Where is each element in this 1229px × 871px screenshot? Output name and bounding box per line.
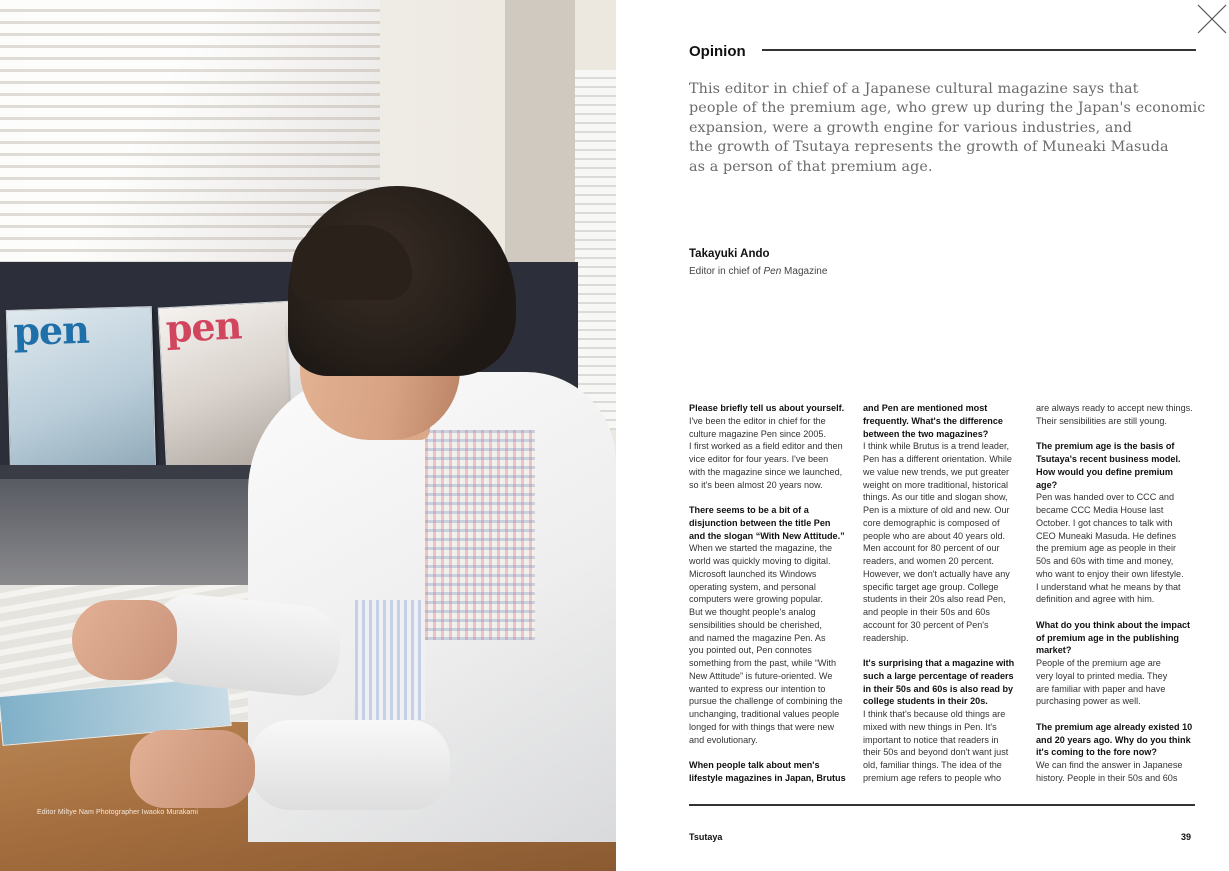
answer-line: people who are about 40 years old. <box>863 530 1006 541</box>
question-line: and Pen are mentioned most <box>863 403 988 413</box>
answer-line: and named the magazine Pen. As <box>689 632 826 643</box>
question-line: between the two magazines? <box>863 428 989 439</box>
answer-line: 50s and 60s with time and money, <box>1036 556 1174 566</box>
answer-line: I've been the editor in chief for the <box>689 415 826 426</box>
answer-line: longed for with things that were new <box>689 721 835 732</box>
author-role-text: Magazine <box>781 266 828 277</box>
answer-line: Pen is a mixture of old and new. Our <box>863 505 1010 515</box>
answer-line: their 50s and beyond don't want just <box>863 747 1009 758</box>
answer-line: New Attitude” is future-oriented. We <box>689 670 833 681</box>
question-line: market? <box>1036 645 1072 656</box>
answer-line: sensibilities should be cherished, <box>689 619 822 630</box>
article-page <box>616 0 1229 871</box>
answer-line: readers, and women 20 percent. <box>863 556 994 566</box>
answer-line: are familiar with paper and have <box>1036 683 1166 694</box>
answer-line: purchasing power as well. <box>1036 696 1141 707</box>
shirt-pattern <box>355 600 425 720</box>
paragraph-gap <box>1036 428 1201 441</box>
question-line: What do you think about the impact <box>1036 619 1191 630</box>
answer-line: Pen has a different orientation. While <box>863 454 1012 464</box>
person-hand <box>130 730 255 808</box>
question-line: When people talk about men's <box>689 760 820 770</box>
answer-line: so it's been almost 20 years now. <box>689 479 823 490</box>
question-line: The premium age already existed 10 <box>1036 721 1193 732</box>
question-line: in their 50s and 60s is also read by <box>863 683 1014 694</box>
question-line: How would you define premium <box>1036 466 1173 477</box>
answer-line: and people in their 50s and 60s <box>863 607 990 617</box>
question-line: and 20 years ago. Why do you think <box>1036 734 1191 745</box>
answer-line: unchanging, traditional values people <box>689 709 840 719</box>
answer-line: readership. <box>863 632 909 643</box>
article-lede <box>689 80 1206 177</box>
answer-line: culture magazine Pen since 2005. <box>689 428 826 439</box>
person-hair <box>292 225 412 300</box>
answer-line: operating system, and personal <box>689 581 816 592</box>
article-column <box>1036 402 1201 785</box>
answer-line: When we started the magazine, the <box>689 543 833 554</box>
page-number: 39 <box>1180 832 1191 842</box>
answer-line: premium age refers to people who <box>863 772 1001 783</box>
answer-line: important to notice that readers in <box>863 734 999 745</box>
section-heading: Opinion <box>689 43 746 60</box>
answer-line: something from the past, while “With <box>689 658 837 668</box>
question-line: Please briefly tell us about yourself. <box>689 403 845 413</box>
person-arm <box>250 720 450 810</box>
author-role <box>689 266 827 277</box>
section-divider <box>762 49 1196 51</box>
question-line: it's coming to the fore now? <box>1036 747 1157 758</box>
answer-line: specific target age group. College <box>863 581 999 592</box>
question-line: college students in their 20s. <box>863 696 988 707</box>
question-line: age? <box>1036 479 1058 490</box>
answer-line: became CCC Media House last <box>1036 505 1164 515</box>
lede-line: the growth of Tsutaya represents the growth of Muneaki Masuda <box>689 139 1169 156</box>
answer-line: But we thought people's analog <box>689 607 816 617</box>
window-right <box>575 70 616 430</box>
answer-line: with the magazine since we launched, <box>689 466 843 477</box>
magazine-masthead: pen <box>12 306 90 354</box>
answer-line: mixed with new things in Pen. It's <box>863 721 997 732</box>
question-line: such a large percentage of readers <box>863 670 1014 681</box>
answer-line: very loyal to printed media. They <box>1036 670 1168 681</box>
answer-line: CEO Muneaki Masuda. He defines <box>1036 530 1177 541</box>
author-role-text: Editor in chief of <box>689 266 764 277</box>
article-column <box>863 402 1028 785</box>
magazine-masthead: pen <box>164 302 243 352</box>
question-line: frequently. What's the difference <box>863 415 1003 426</box>
answer-line: we value new trends, we put greater <box>863 466 1010 477</box>
paragraph-gap <box>1036 708 1201 721</box>
close-icon <box>1197 4 1227 34</box>
answer-line: the premium age as people in their <box>1036 543 1177 554</box>
publication-name: Pen <box>763 266 782 277</box>
footer-publication: Tsutaya <box>689 832 723 842</box>
answer-line: who want to enjoy their own lifestyle. <box>1036 568 1184 579</box>
answer-line: Pen was handed over to CCC and <box>1036 492 1175 503</box>
answer-line: account for 30 percent of Pen's <box>863 619 989 630</box>
answer-line: computers were growing popular. <box>689 594 823 605</box>
footer-divider <box>689 804 1195 806</box>
lede-line: This editor in chief of a Japanese cultural magazine says that <box>689 81 1139 97</box>
answer-line: Microsoft launched its Windows <box>689 568 817 579</box>
author-name: Takayuki Ando <box>689 248 770 260</box>
answer-line: world was quickly moving to digital. <box>689 556 831 566</box>
answer-line: Men account for 80 percent of our <box>863 543 1000 554</box>
answer-line: October. I got chances to talk with <box>1036 517 1173 528</box>
answer-line: students in their 20s also read Pen, <box>863 594 1006 605</box>
answer-line: I first worked as a field editor and then <box>689 441 843 452</box>
answer-line: weight on more traditional, historical <box>863 479 1009 490</box>
question-line: It's surprising that a magazine with <box>863 658 1015 668</box>
answer-line: things. As our title and slogan show, <box>863 492 1008 503</box>
answer-line: I think while Brutus is a trend leader, <box>863 441 1010 452</box>
answer-line: pursue the challenge of combining the <box>689 696 843 707</box>
answer-line: you pointed out, Pen connotes <box>689 645 812 656</box>
answer-line: definition and agree with him. <box>1036 594 1155 605</box>
answer-line: wanted to express our intention to <box>689 683 826 694</box>
paragraph-gap <box>1036 606 1201 619</box>
paragraph-gap <box>689 746 854 759</box>
answer-line: People of the premium age are <box>1036 658 1161 668</box>
answer-line: old, familiar things. The idea of the <box>863 760 1002 770</box>
answer-line: I think that's because old things are <box>863 709 1006 719</box>
answer-line: history. People in their 50s and 60s <box>1036 772 1178 783</box>
answer-line: We can find the answer in Japanese <box>1036 760 1183 770</box>
question-line: The premium age is the basis of <box>1036 441 1175 452</box>
answer-line: vice editor for four years. I've been <box>689 454 829 464</box>
photo-credit: Editor Miltye Nam Photographer Iwaoko Murakami <box>37 809 198 816</box>
answer-line: Their sensibilities are still young. <box>1036 415 1167 426</box>
question-line: of premium age in the publishing <box>1036 632 1179 643</box>
shirt-pattern <box>425 430 535 640</box>
question-line: Tsutaya's recent business model. <box>1036 454 1181 464</box>
paragraph-gap <box>689 491 854 504</box>
question-line: There seems to be a bit of a <box>689 505 809 515</box>
question-line: and the slogan “With New Attitude.” <box>689 530 845 541</box>
question-line: disjunction between the title Pen <box>689 517 831 528</box>
lede-line: as a person of that premium age. <box>689 158 933 175</box>
lede-line: expansion, were a growth engine for various industries, and <box>689 119 1133 136</box>
answer-line: I understand what he means by that <box>1036 581 1181 592</box>
answer-line: are always ready to accept new things. <box>1036 403 1193 413</box>
answer-line: and evolutionary. <box>689 734 758 745</box>
person-hand <box>72 600 177 680</box>
question-line: lifestyle magazines in Japan, Brutus <box>689 772 846 783</box>
lede-line: people of the premium age, who grew up during the Japan's economic <box>689 100 1206 117</box>
close-button[interactable] <box>1197 4 1227 34</box>
answer-line: However, we don't actually have any <box>863 568 1010 579</box>
magazine-cover <box>6 306 156 480</box>
article-column <box>689 402 854 785</box>
paragraph-gap <box>863 644 1028 657</box>
answer-line: core demographic is composed of <box>863 517 1000 528</box>
